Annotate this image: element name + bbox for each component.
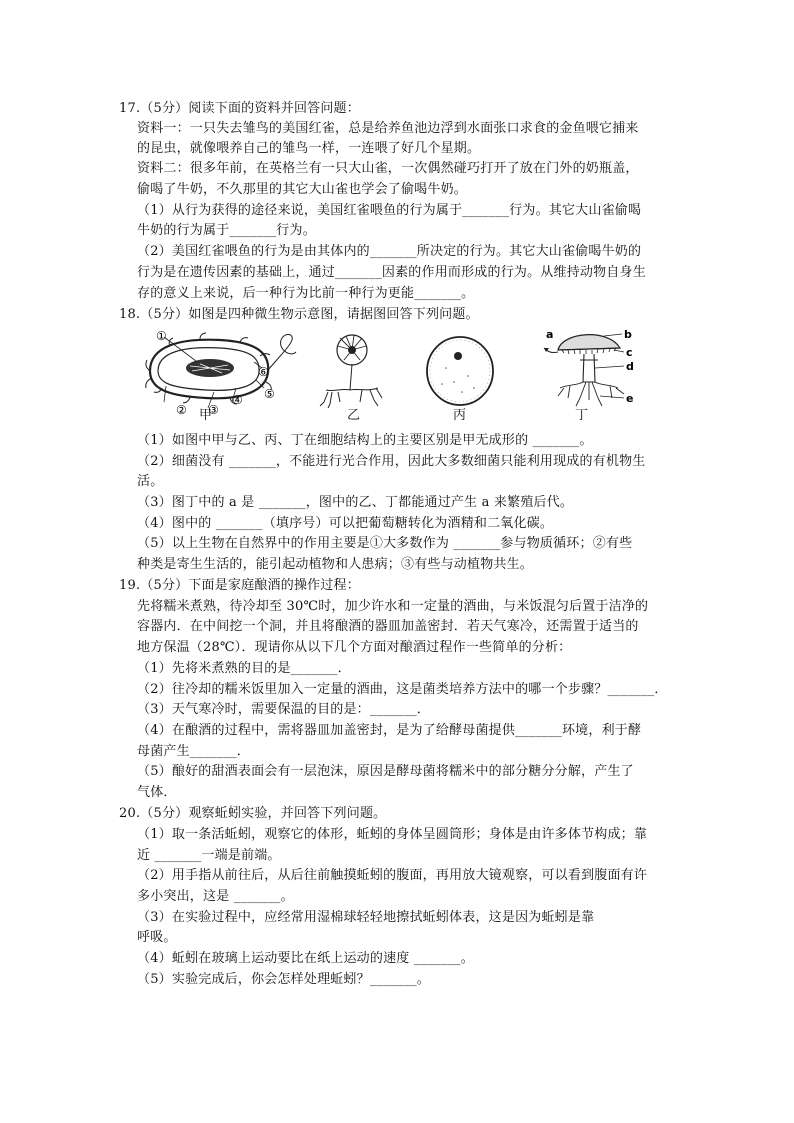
q17-line: （2）美国红雀喂鱼的行为是由其体内的_______所决定的行为。其它大山雀偷喝牛奶的 — [137, 244, 642, 259]
yeast-vacuole — [441, 367, 475, 393]
q18-line: （3）图丁中的 a 是 _______，图中的乙、丁都能通过产生 a 来繁殖后代。 — [137, 495, 574, 510]
bacterium-nucleoid — [186, 359, 234, 377]
q17-line: （1）从行为获得的途径来说，美国红雀喂鱼的行为属于_______行为。其它大山雀偷喝 — [137, 203, 642, 218]
bacterium-label-4: ④ — [232, 393, 243, 407]
q19-line: （5）酿好的甜酒表面会有一层泡沫，原因是酵母菌将糯米中的部分糖分分解，产生了 — [137, 764, 634, 779]
mushroom-label-b: b — [624, 328, 632, 341]
yeast-figure — [424, 334, 496, 408]
q20-line: 近 _______一端是前端。 — [137, 848, 281, 863]
q20-header: 20.（5分）观察蚯蚓实验，并回答下列问题。 — [119, 806, 387, 821]
q20-line: （2）用手指从前往后，从后往前触摸蚯蚓的腹面，再用放大镜观察，可以看到腹面有许 — [137, 868, 648, 883]
q19-line: 容器内．在中间挖一个洞，并且将酿酒的器皿加盖密封．若天气寒冷，还需置于适当的 — [137, 619, 639, 634]
mushroom-label-d: d — [626, 360, 634, 373]
yeast-nucleus — [454, 352, 462, 360]
mushroom-cap — [558, 335, 620, 354]
q19-line: 先将糯米煮熟，待冷却至 30℃时，加少许水和一定量的酒曲，与米饭混匀后置于洁净的 — [137, 599, 649, 614]
q19-line: （3）天气寒冷时，需要保温的目的是：_______． — [137, 702, 430, 717]
q19-header: 19.（5分）下面是家庭酿酒的操作过程： — [119, 578, 360, 593]
caption-jia: 甲 — [199, 408, 213, 423]
q17-line: 牛奶的行为属于_______行为。 — [137, 223, 316, 238]
mold-figure — [318, 330, 388, 408]
bacterium-figure — [140, 326, 300, 416]
mushroom-hyphae — [558, 382, 624, 406]
mushroom-spore-arrow — [544, 348, 558, 353]
mushroom-label-c: c — [626, 346, 633, 359]
q19-line: （1）先将米煮熟的目的是_______． — [137, 661, 351, 676]
caption-yi: 乙 — [347, 408, 361, 423]
q18-line: 种类是寄生生活的，能引起动植物和人患病；③有些与动植物共生。 — [137, 557, 534, 572]
mold-hyphae — [320, 364, 382, 408]
q19-line: 地方保温（28℃）．现请你从以下几个方面对酿酒过程作一些简单的分析： — [137, 640, 572, 655]
q17-line: 偷喝了牛奶，不久那里的其它大山雀也学会了偷喝牛奶。 — [137, 182, 468, 197]
q20-line: （3）在实验过程中，应经常用湿棉球轻轻地擦拭蚯蚓体表，这是因为蚯蚓是靠 — [137, 910, 595, 925]
mushroom-label-a: a — [546, 328, 554, 341]
q17-line: 存的意义上来说，后一种行为比前一种行为更能_______。 — [137, 286, 475, 301]
q20-line: （1）取一条活蚯蚓，观察它的体形，蚯蚓的身体呈圆筒形；身体是由许多体节构成；靠 — [137, 827, 648, 842]
bacterium-label-6: ⑥ — [258, 365, 269, 379]
q20-line: （4）蚯蚓在玻璃上运动要比在纸上运动的速度 _______。 — [137, 951, 474, 966]
q18-line: （2）细菌没有 _______，不能进行光合作用，因此大多数细菌只能利用现成的有机物生 — [137, 454, 646, 469]
q18-line: 活。 — [137, 474, 164, 489]
q19-line: 气体． — [137, 785, 177, 800]
q20-line: （5）实验完成后，你会怎样处理蚯蚓？_______。 — [137, 972, 430, 987]
caption-ding: 丁 — [575, 408, 589, 423]
bacterium-label-1: ① — [156, 329, 167, 343]
q17-line: 资料二：很多年前，在英格兰有一只大山雀，一次偶然碰巧打开了放在门外的奶瓶盖， — [137, 161, 639, 176]
q20-line: 呼吸。 — [137, 930, 177, 945]
yeast-cell — [427, 337, 493, 405]
q18-header: 18.（5分）如图是四种微生物示意图，请据图回答下列问题。 — [119, 307, 479, 322]
mushroom-figure — [540, 324, 640, 412]
q18-line: （4）图中的 _______（填序号）可以把葡萄糖转化为酒精和二氧化碳。 — [137, 516, 554, 531]
bacterium-label-5: ⑤ — [264, 387, 275, 401]
q19-line: （4）在酿酒的过程中，需将器皿加盖密封，是为了给酵母菌提供_______环境，利于酵 — [137, 723, 642, 738]
bacterium-flagellum — [268, 334, 296, 370]
q20-line: 多小突出，这是 _______。 — [137, 889, 294, 904]
q18-line: （1）如图中甲与乙、丙、丁在细胞结构上的主要区别是甲无成形的 _______。 — [137, 433, 593, 448]
q19-line: （2）往冷却的糯米饭里加入一定量的酒曲，这是菌类培养方法中的哪一个步骤？_______． — [137, 682, 668, 697]
q17-line: 资料一：一只失去雏鸟的美国红雀，总是给养鱼池边浮到水面张口求食的金鱼喂它捕来 — [137, 121, 639, 136]
bacterium-label-3: ③ — [208, 403, 219, 416]
bacterium-label-2: ② — [176, 403, 187, 416]
mushroom-label-e: e — [626, 392, 634, 405]
q17-header: 17.（5分）阅读下面的资料并回答问题： — [119, 101, 360, 116]
q17-line: 的昆虫，就像喂养自己的雏鸟一样，一连喂了好几个星期。 — [137, 141, 481, 156]
q17-line: 行为是在遗传因素的基础上，通过_______因素的作用而形成的行为。从维持动物自身生 — [137, 265, 646, 280]
caption-bing: 丙 — [453, 408, 467, 423]
q18-line: （5）以上生物在自然界中的作用主要是①大多数作为 _______参与物质循环；②有些 — [137, 536, 633, 551]
q19-line: 母菌产生_______． — [137, 744, 250, 759]
mold-sporangium — [337, 335, 367, 365]
